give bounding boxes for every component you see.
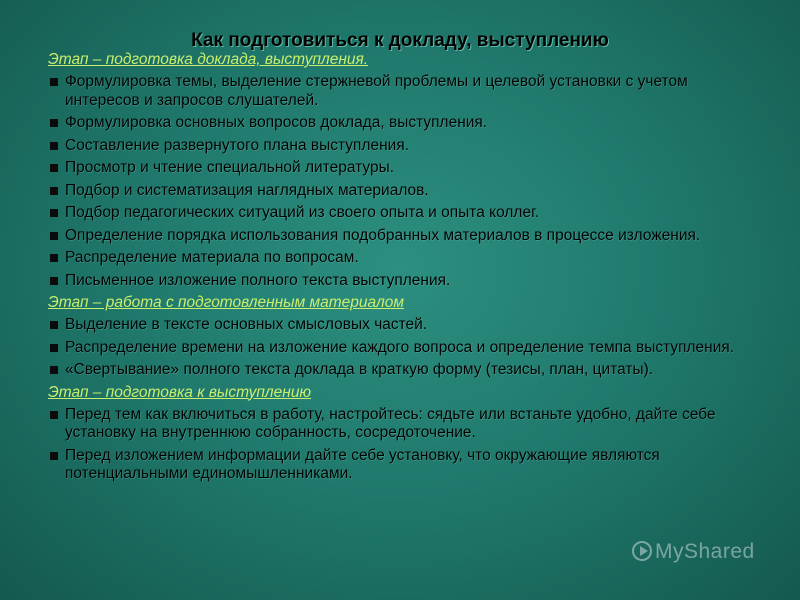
list-item [48, 73, 754, 110]
section-heading: Этап – подготовка доклада, выступления. [48, 51, 369, 68]
slide-title: Как подготовиться к докладу, выступлению [191, 30, 609, 51]
square-bullet-icon [50, 452, 58, 460]
list-item-text: Составление развернутого плана выступления. [65, 136, 410, 154]
square-bullet-icon [50, 321, 58, 329]
list-item [48, 272, 754, 291]
list-item [48, 316, 754, 335]
square-bullet-icon [50, 78, 58, 86]
section-heading: Этап – работа с подготовленным материалом [48, 294, 404, 311]
list-item-text: Письменное изложение полного текста выступления. [65, 271, 451, 289]
section-heading: Этап – подготовка к выступлению [48, 383, 312, 401]
list-item-text: Подбор и систематизация наглядных материалов. [65, 181, 429, 199]
list-item-text: Распределение времени на изложение каждого вопроса и определение темпа выступления. [65, 338, 735, 356]
list-item-text: Просмотр и чтение специальной литературы. [65, 159, 395, 176]
square-bullet-icon [50, 277, 58, 285]
list-item [48, 406, 754, 443]
list-item [48, 249, 754, 268]
list-item [48, 339, 754, 358]
square-bullet-icon [50, 232, 58, 240]
list-item [48, 227, 754, 246]
list-item-text: Подбор педагогических ситуаций из своего опыта и опыта коллег. [65, 204, 540, 221]
section-working-with-material [48, 294, 754, 380]
square-bullet-icon [50, 254, 58, 262]
square-bullet-icon [50, 164, 58, 172]
square-bullet-icon [50, 142, 58, 150]
square-bullet-icon [50, 344, 58, 352]
list-item-text: Формулировка основных вопросов доклада, выступления. [65, 114, 488, 131]
list-item [48, 159, 754, 178]
square-bullet-icon [50, 411, 58, 419]
section-speech-preparation [48, 384, 754, 484]
square-bullet-icon [50, 187, 58, 195]
play-logo-icon [632, 541, 652, 561]
watermark-text: MyShared [655, 540, 755, 563]
list-item-text: Перед изложением информации дайте себе установку, что окружающие являются потенциальными единомышленниками. [65, 446, 660, 482]
list-item [48, 447, 754, 484]
section-preparation [48, 51, 754, 290]
square-bullet-icon [50, 366, 58, 374]
list-item-text: Распределение материала по вопросам. [65, 249, 359, 266]
list-item-text: Перед тем как включиться в работу, настройтесь: сядьте или встаньте удобно, дайте себе установку на внутреннюю собранность, сосредоточение. [65, 405, 716, 441]
list-item [48, 182, 754, 201]
square-bullet-icon [50, 119, 58, 127]
list-item-text: «Свертывание» полного текста доклада в краткую форму (тезисы, план, цитаты). [65, 361, 654, 378]
list-item [48, 361, 754, 380]
watermark [632, 540, 755, 564]
list-item-text: Выделение в тексте основных смысловых частей. [65, 316, 428, 333]
list-item [48, 114, 754, 133]
list-item [48, 204, 754, 223]
square-bullet-icon [50, 209, 58, 217]
list-item [48, 137, 754, 156]
slide-content [48, 51, 754, 488]
list-item-text: Определение порядка использования подобранных материалов в процессе изложения. [65, 226, 701, 244]
list-item-text: Формулировка темы, выделение стержневой проблемы и целевой установки с учетом интересов и запросов слушателей. [65, 73, 688, 109]
